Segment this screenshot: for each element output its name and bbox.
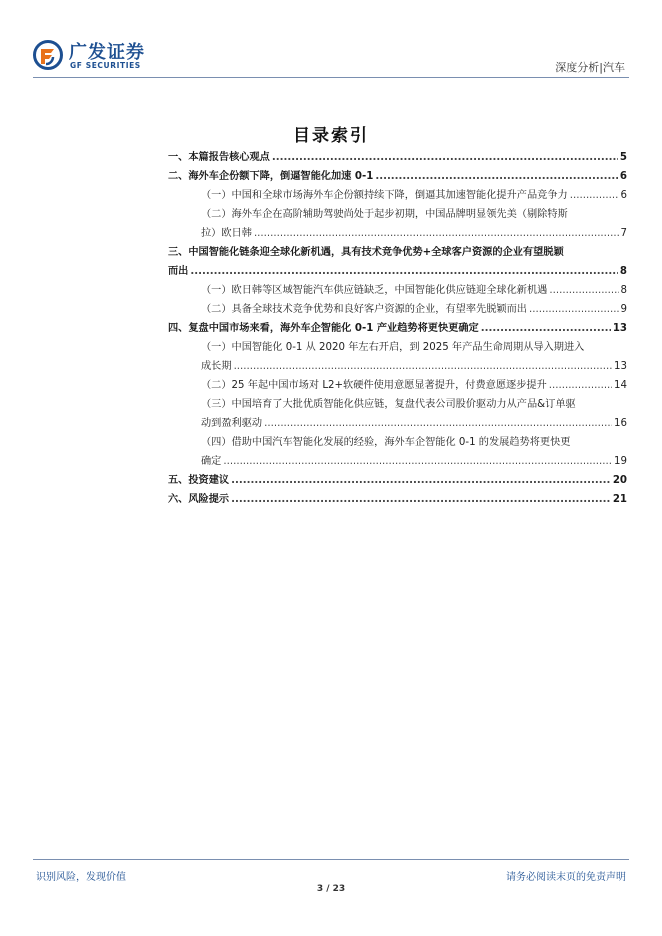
toc-title: 目录索引	[293, 126, 369, 146]
toc-dot-leader	[234, 357, 612, 376]
toc-entry-text: （三）中国培育了大批优质智能化供应链，复盘代表公司股价驱动力从产品&订单驱	[201, 399, 576, 410]
toc-entry-text-continued: 动到盈利驱动	[201, 418, 263, 429]
toc-page-number: 14	[614, 380, 627, 391]
toc-subsection-entry[interactable]	[168, 281, 627, 300]
toc-entry-text: （二）海外车企在高阶辅助驾驶尚处于起步初期，中国品牌明显领先美（剔除特斯	[201, 209, 568, 220]
toc-entry-text: 一、本篇报告核心观点	[168, 152, 270, 163]
toc-dot-leader	[375, 167, 618, 186]
header-divider	[33, 77, 629, 78]
toc-page-number: 13	[612, 323, 627, 334]
toc-entry-text: （二）具备全球技术竞争优势和良好客户资源的企业，有望率先脱颖而出	[201, 304, 527, 315]
toc-page-number: 8	[620, 285, 627, 296]
toc-page-number: 9	[620, 304, 627, 315]
toc-entry-text: 二、海外车企份额下降，倒逼智能化加速 0-1	[168, 171, 374, 182]
toc-entry-text: 五、投资建议	[168, 475, 230, 486]
footer-disclaimer-link[interactable]: 请务必阅读末页的免责声明	[506, 872, 626, 883]
toc-entry-text-continued: 成长期	[201, 361, 232, 372]
toc-dot-leader	[231, 490, 611, 509]
toc-page-number: 21	[612, 494, 627, 505]
toc-subsection-entry[interactable]	[168, 300, 627, 319]
toc-subsection-entry[interactable]	[168, 433, 627, 471]
toc-entry-text: 三、中国智能化链条迎全球化新机遇，具有技术竞争优势+全球客户资源的企业有望脱颖	[168, 247, 564, 258]
toc-dot-leader	[272, 148, 618, 167]
page-number: 3 / 23	[316, 884, 346, 894]
toc-subsection-entry[interactable]	[168, 376, 627, 395]
toc-entry-text: （一）中国智能化 0-1 从 2020 年左右开启，到 2025 年产品生命周期从导入期进入	[201, 342, 585, 353]
toc-page-number: 13	[614, 361, 627, 372]
toc-dot-leader	[254, 224, 619, 243]
toc-dot-leader	[223, 452, 612, 471]
toc-entry-text: 四、复盘中国市场来看，海外车企智能化 0-1 产业趋势将更快更确定	[168, 323, 479, 334]
toc-subsection-entry[interactable]	[168, 205, 627, 243]
toc-entry-text-continued: 确定	[201, 456, 222, 467]
page-header	[33, 38, 629, 78]
toc-dot-leader	[190, 262, 618, 281]
toc-page-number: 7	[620, 228, 627, 239]
toc-dot-leader	[549, 281, 618, 300]
toc-section-entry[interactable]	[168, 148, 627, 167]
toc-subsection-entry[interactable]	[168, 186, 627, 205]
toc-section-entry[interactable]	[168, 243, 627, 281]
toc-section-entry[interactable]	[168, 490, 627, 509]
toc-page-number: 5	[619, 152, 627, 163]
toc-entry-text-continued: 而出	[168, 266, 189, 277]
logo-text-cn: 广发证券	[69, 42, 145, 63]
toc-page-number: 19	[614, 456, 627, 467]
toc-entry-text: （一）中国和全球市场海外车企份额持续下降，倒逼其加速智能化提升产品竞争力	[201, 190, 568, 201]
toc-page-number: 6	[619, 171, 627, 182]
toc-section-entry[interactable]	[168, 167, 627, 186]
toc-dot-leader	[549, 376, 612, 395]
report-category: 深度分析|汽车	[555, 61, 625, 74]
toc-page-number: 8	[619, 266, 627, 277]
table-of-contents	[168, 148, 627, 509]
toc-entry-text-continued: 拉）欧日韩	[201, 228, 252, 239]
footer-divider	[33, 859, 629, 860]
company-logo	[33, 38, 153, 74]
gf-logo-icon	[33, 40, 63, 70]
toc-entry-text: （四）借助中国汽车智能化发展的经验，海外车企智能化 0-1 的发展趋势将更快更	[201, 437, 571, 448]
toc-dot-leader	[570, 186, 619, 205]
toc-page-number: 6	[620, 190, 627, 201]
footer-slogan: 识别风险，发现价值	[36, 872, 126, 883]
toc-entry-text: （二）25 年起中国市场对 L2+软硬件使用意愿显著提升，付费意愿逐步提升	[201, 380, 547, 391]
toc-dot-leader	[481, 319, 611, 338]
logo-text-en: GF SECURITIES	[70, 61, 141, 70]
toc-page-number: 20	[612, 475, 627, 486]
toc-page-number: 16	[614, 418, 627, 429]
toc-dot-leader	[264, 414, 612, 433]
toc-entry-text: （一）欧日韩等区域智能汽车供应链缺乏，中国智能化供应链迎全球化新机遇	[201, 285, 548, 296]
toc-entry-text: 六、风险提示	[168, 494, 230, 505]
toc-dot-leader	[231, 471, 611, 490]
toc-section-entry[interactable]	[168, 319, 627, 338]
toc-section-entry[interactable]	[168, 471, 627, 490]
toc-subsection-entry[interactable]	[168, 338, 627, 376]
toc-subsection-entry[interactable]	[168, 395, 627, 433]
toc-dot-leader	[529, 300, 619, 319]
